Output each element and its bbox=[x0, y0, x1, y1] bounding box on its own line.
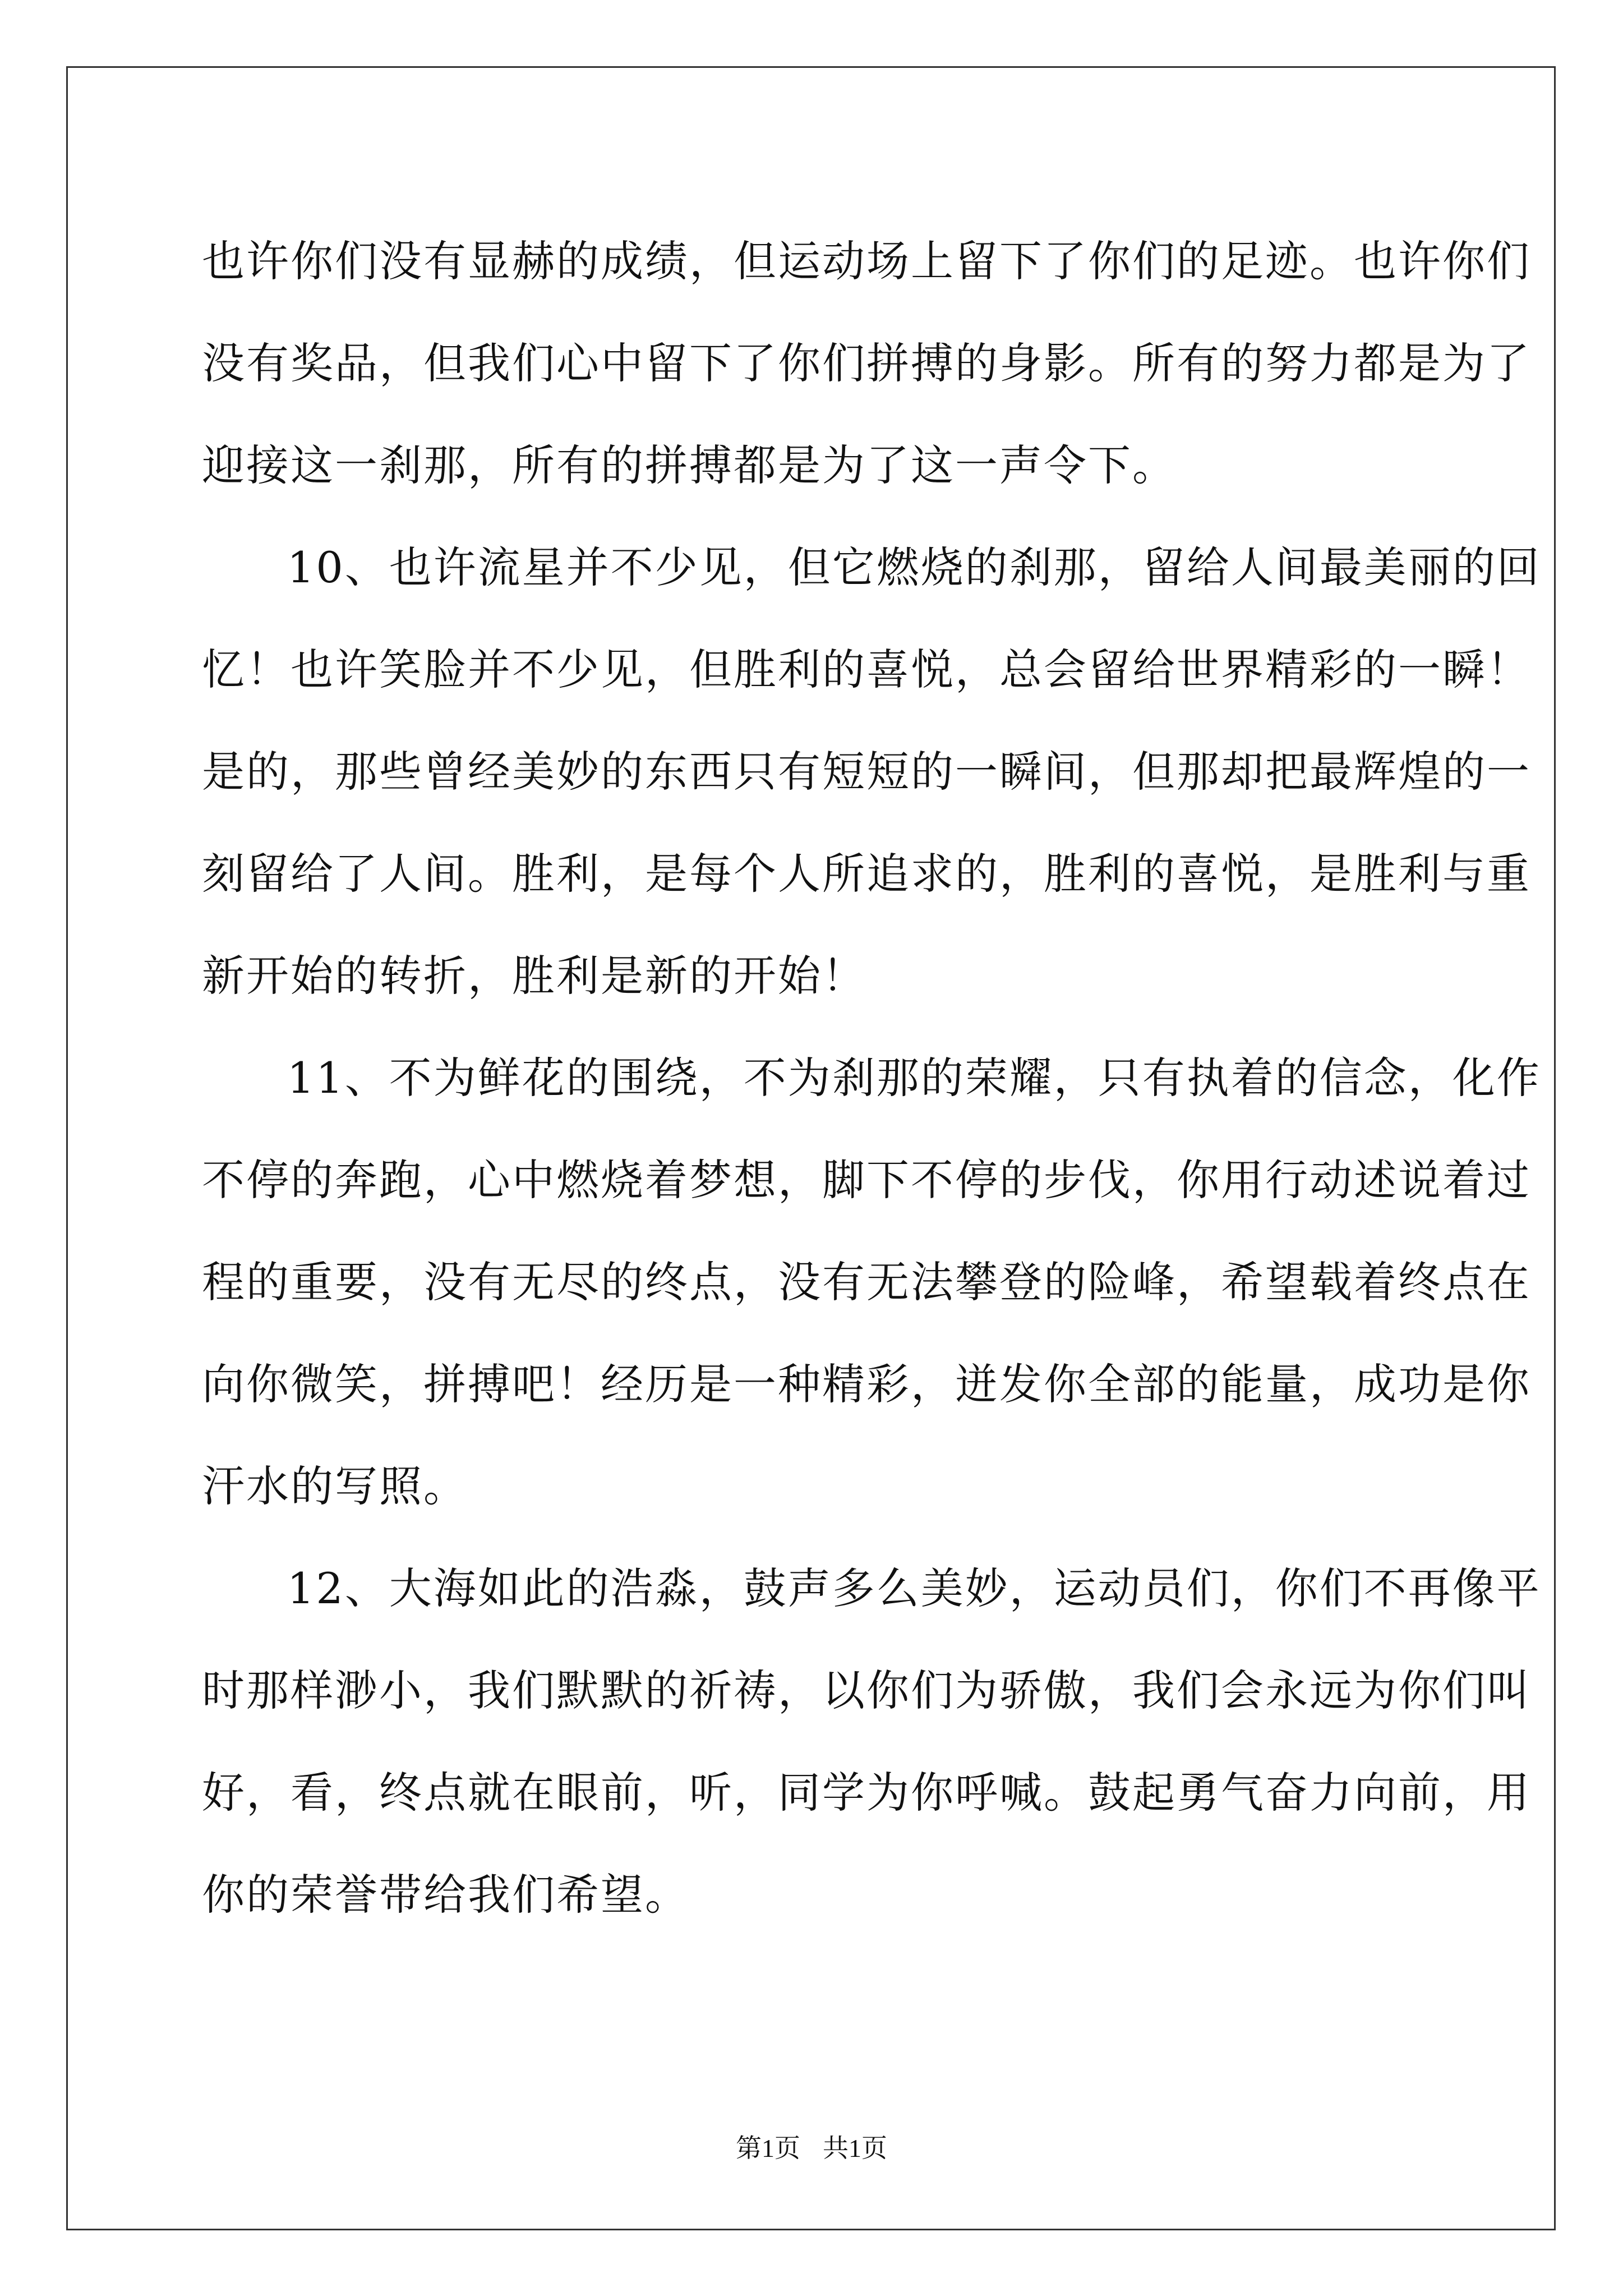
paragraph-1 bbox=[202, 210, 1531, 517]
text-line: 没有奖品，但我们心中留下了你们拼搏的身影。所有的努力都是为了 bbox=[202, 338, 1531, 388]
paragraph-10 bbox=[202, 517, 1541, 1027]
text-line: 时那样渺小，我们默默的祈祷，以你们为骄傲，我们会永远为你们叫 bbox=[202, 1665, 1531, 1715]
text-line: 10、也许流星并不少见，但它燃烧的刹那，留给人间最美丽的回 bbox=[287, 542, 1541, 592]
page-number: 第1页 bbox=[736, 2134, 800, 2162]
text-line: 不停的奔跑，心中燃烧着梦想，脚下不停的步伐，你用行动述说着过 bbox=[202, 1155, 1531, 1205]
text-line: 是的，那些曾经美妙的东西只有短短的一瞬间，但那却把最辉煌的一 bbox=[202, 747, 1531, 797]
text-line: 你的荣誉带给我们希望。 bbox=[202, 1870, 689, 1920]
text-line: 12、大海如此的浩淼，鼓声多么美妙，运动员们，你们不再像平 bbox=[287, 1563, 1541, 1613]
paragraph-11 bbox=[202, 1027, 1541, 1538]
text-line: 汗水的写照。 bbox=[202, 1461, 468, 1511]
page-footer bbox=[0, 2132, 1623, 2165]
page-total: 共1页 bbox=[823, 2134, 887, 2162]
text-line: 新开始的转折，胜利是新的开始！ bbox=[202, 951, 866, 1001]
text-line: 好，看，终点就在眼前，听，同学为你呼喊。鼓起勇气奋力向前，用 bbox=[202, 1768, 1531, 1818]
text-line: 迎接这一刹那，所有的拼搏都是为了这一声令下。 bbox=[202, 440, 1177, 490]
text-line: 向你微笑，拼搏吧！经历是一种精彩，迸发你全部的能量，成功是你 bbox=[202, 1359, 1531, 1409]
document-body bbox=[202, 210, 1541, 1946]
text-line: 程的重要，没有无尽的终点，没有无法攀登的险峰，希望载着终点在 bbox=[202, 1257, 1531, 1307]
text-line: 忆！也许笑脸并不少见，但胜利的喜悦，总会留给世界精彩的一瞬！ bbox=[202, 645, 1531, 694]
text-line: 也许你们没有显赫的成绩，但运动场上留下了你们的足迹。也许你们 bbox=[202, 236, 1531, 286]
text-line: 11、不为鲜花的围绕，不为刹那的荣耀，只有执着的信念，化作 bbox=[287, 1053, 1541, 1103]
text-line: 刻留给了人间。胜利，是每个人所追求的，胜利的喜悦，是胜利与重 bbox=[202, 849, 1531, 899]
paragraph-12 bbox=[202, 1538, 1541, 1946]
